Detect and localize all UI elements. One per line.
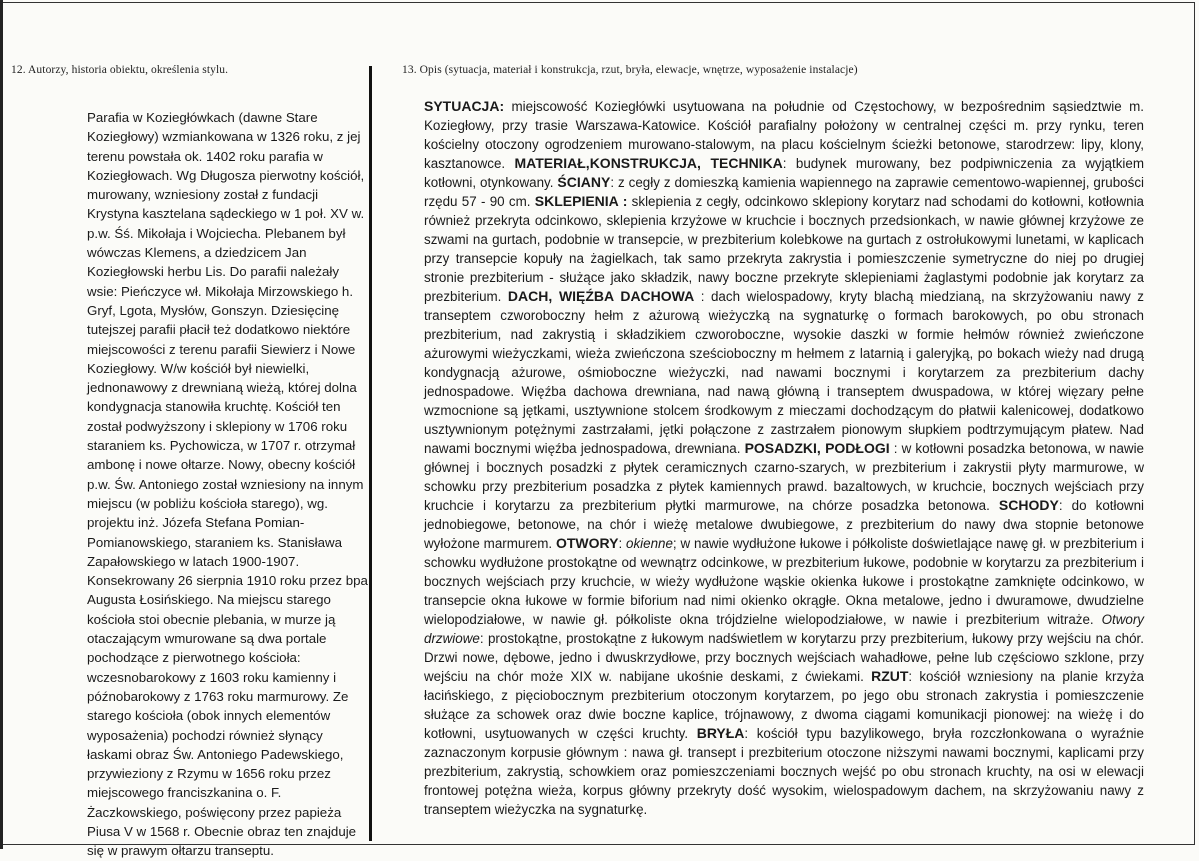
section-label: OTWORY [555,535,619,551]
description-run: : dach wielospadowy, kryty blachą miedzianą, na skrzyżowaniu nawy z transeptem czworoboczny hełm z ażurową wieżyczką na sygnaturkę o formach barokowych, po obu stronach prezbiterium, nad zakrystią i składzikiem czworoboczne, wysokie daszki w formie hełmów również zwieńczone ażurowymi wieżyczkami, wieża zwieńczona sześcioboczny m hełmem z latarnią i galeryjką, po bokach wieży nad drugą kondygnacją ażurowe, ośmioboczne wieżyczki, nad nawami bocznymi i korytarzem za prezbiterium dachy jednospadowe. Więźba dachowa drewniana, nad nawą główną i transeptem dwuspadowa, w której więzary pełne wzmocnione są jętkami, usztywnione stolcem środkowym z mieczami dochodzącym do płatwii kalenicowej, dodatkowo usztywnionym potężnymi zastrzałami, jętki połączone z zastrzałem pionowym słupkiem podtrzymującym płatew. Nad nawami bocznymi więźba jednospadowa, drewniana. [424,289,1144,456]
description-run: : kościół wzniesiony na planie krzyża łacińskiego, z pięciobocznym prezbiterium otoczonym korytarzem, po jego obu stronach zakrystia i pomieszczenie służące za schowek oraz dwie boczne kaplice, trójnawowy, z dwoma ciągami komunikacji pionowej: na wieżę i do kotłowni, usytuowanych w części kruchty. [424,669,1144,741]
section-label: POSADZKI, PODŁOGI [744,440,890,456]
section-label: SKLEPIENIA : [534,193,628,209]
section-label: RZUT [871,668,909,684]
section-label: ŚCIANY [557,174,611,190]
section-label: DACH, WIĘŹBA DACHOWA [507,288,695,304]
subsection-label: okienne [626,536,673,551]
description-run: : [618,536,626,551]
section-label: BRYŁA [696,725,745,741]
description-run: : kościół typu bazylikowego, bryła rozczłonkowana o wyraźnie zaznaczonym korpusie głównym : nawa gł. transept i prezbiterium otoczone niższymi nawami bocznymi, kaplicami przy prezbiterium, zakrystią, schowkiem oraz pomieszczeniami bocznych wejść po obu stronach kruchty, na osi w elewacji frontowej potężna wieża, korpus główny przekryty dość wysokim, wielospadowym dachem, na skrzyżowaniu nawy z transeptem wieżyczka na sygnaturkę. [424,726,1144,817]
section-label: SYTUACJA: [424,98,505,114]
section-13-heading: 13. Opis (sytuacja, materiał i konstrukcja, rzut, bryła, elewacje, wnętrze, wyposażenie instalacje) [402,64,858,76]
description-run: : do kotłowni jednobiegowe, betonowe, na chór i wieżę metalowe dwubiegowe, z prezbiterium do nawy dwa stopnie betonowe wyłożone marmurem. [424,498,1144,551]
description-run: : budynek murowany, bez podpiwniczenia za wyjątkiem kotłowni, otynkowany. [424,156,1144,190]
description-run: : z cegły z domieszką kamienia wapiennego na zaprawie cementowo-wapiennej, grubości rzędu 57 - 90 cm. [424,175,1144,209]
section-label: MATERIAŁ,KONSTRUKCJA, TECHNIKA [514,155,783,171]
history-text: Parafia w Koziegłówkach (dawne Stare Koziegłowy) wzmiankowana w 1326 roku, z jej terenu powstała ok. 1402 roku parafia w Koziegłowach. Wg Długosza pierwotny kościół, murowany, wzniesiony został z fundacji Krystyna kasztelana sądeckiego w 1 poł. XV w. p.w. Śś. Mikołaja i Wojciecha. Plebanem był wówczas Klemens, a dziedzicem Jan Koziegłowski herbu Lis. Do parafii należały wsie: Pieńczyce wł. Mikołaja Mirzowskiego h. Gryf, Lgota, Mysłów, Gonszyn. Dziesięcinę tutejszej parafii płacił też dodatkowo niektóre miejscowości z terenu parafii Siewierz i Nowe Koziegłowy. W/w kościół był niewielki, jednonawowy z drewnianą wieżą, której dolna kondygnacja stanowiła kruchtę. Kościół ten został podwyższony i sklepiony w 1706 roku staraniem ks. Pychowicza, w 1707 r. otrzymał ambonę i nowe ołtarze. Nowy, obecny kościół p.w. Św. Antoniego został wzniesiony na innym miejscu (w pobliżu kościoła starego), wg. projektu inż. Józefa Stefana Pomian-Pomianowskiego, staraniem ks. Stanisława Zapałowskiego w latach 1900-1907. Konsekrowany 26 sierpnia 1910 roku przez bpa Augusta Łosińskiego. Na miejscu starego kościoła stoi obecnie plebania, w murze ją otaczającym wmurowane są dwa portale pochodzące z pierwotnego kościoła: wczesnobarokowy z 1603 roku kamienny i późnobarokowy z 1763 roku marmurowy. Ze starego kościoła (obok innych elementów wyposażenia) pochodzi również słynący łaskami obraz Św. Antoniego Padewskiego, przywieziony z Rzymu w 1656 roku przez miejscowego franciszkanina o. F. Żaczkowskiego, poświęcony przez papieża Piusa V w 1568 r. Obecnie obraz ten znajduje się w prawym ołtarzu transeptu. [87,110,368,859]
description-run: : w kotłowni posadzka betonowa, w nawie głównej i bocznych posadzki z płytek ceramicznych czarno-szarych, w prezbiterium i zakrystii płyty marmurowe, w schowku przy prezbiterium posadzka z płytek kamiennych prawd. bazaltowych, w kruchcie, bocznych wejściach przy kruchcie i korytarzu za prezbiterium płytki marmurowe, na chórze posadzka betonowa. [424,441,1144,513]
section-label: SCHODY [998,497,1059,513]
description-run: miejscowość Koziegłówki usytuowana na południe od Częstochowy, w bezpośrednim sąsiedztwie m. Koziegłowy, przy trasie Warszawa-Katowice. Kościół parafialny położony w centralnej części m. przy rynku, teren kościelny otoczony ogrodzeniem murowano-stalowym, na placu kościelnym ścieżki betonowe, starodrzew: lipy, klony, kasztanowce. [424,99,1144,171]
scan-edge [0,0,3,849]
section-12-heading: 12. Autorzy, historia obiektu, określenia stylu. [11,64,229,76]
description-run: ; w nawie wydłużone łukowe i półkoliste doświetlające nawę gł. w prezbiterium i schowku wydłużone prostokątne od wewnątrz odcinkowe, w prezbiterium łukowe, podobnie w korytarzu za prezbiterium i bocznych wejściach przy kruchcie, w wieży wydłużone wąskie okienka łukowe i prostokątne zamknięte odcinkowo, w transepcie okna łukowe w formie biforium nad nimi okienko okrągłe. Okna metalowe, jedno i dwuramowe, dwudzielne wielopodziałowe, w nawie gł. półkoliste okna trójdzielne wielopodziałowe, w nawie i prezbiterium witraże. [424,536,1144,627]
description-run: sklepienia z cegły, odcinkowo sklepiony korytarz nad schodami do kotłowni, kotłownia również przekryta odcinkowo, sklepienia krzyżowe w kruchcie i bocznych przedsionkach, w nawie głównej krzyżowe ze szwami na gurtach, podobnie w transepcie, w prezbiterium kolebkowe na gurtach z ostrołukowymi lunetami, w kaplicach przy transepcie kopuły na żagielkach, tak samo przekryta zakrystia i pomieszczenie symetryczne do niej po drugiej stronie prezbiterium - służące jako składzik, nawy boczne przekryte sklepieniami żaglastymi podobnie jak korytarz za prezbiterium. [424,194,1144,304]
subsection-label: Otwory drzwiowe [424,612,1144,646]
description-run: : prostokątne, prostokątne z łukowym nadświetlem w korytarzu przy prezbiterium, łukowy przy wejściu na chór. Drzwi nowe, dębowe, jedno i dwuskrzydłowe, przy bocznych wejściach wahadłowe, pełne lub częściowo szklone, przy wejściu na chór może XIX w. nabijane ukośnie deskami, z ćwiekami. [424,631,1144,684]
description-text [424,97,1144,817]
